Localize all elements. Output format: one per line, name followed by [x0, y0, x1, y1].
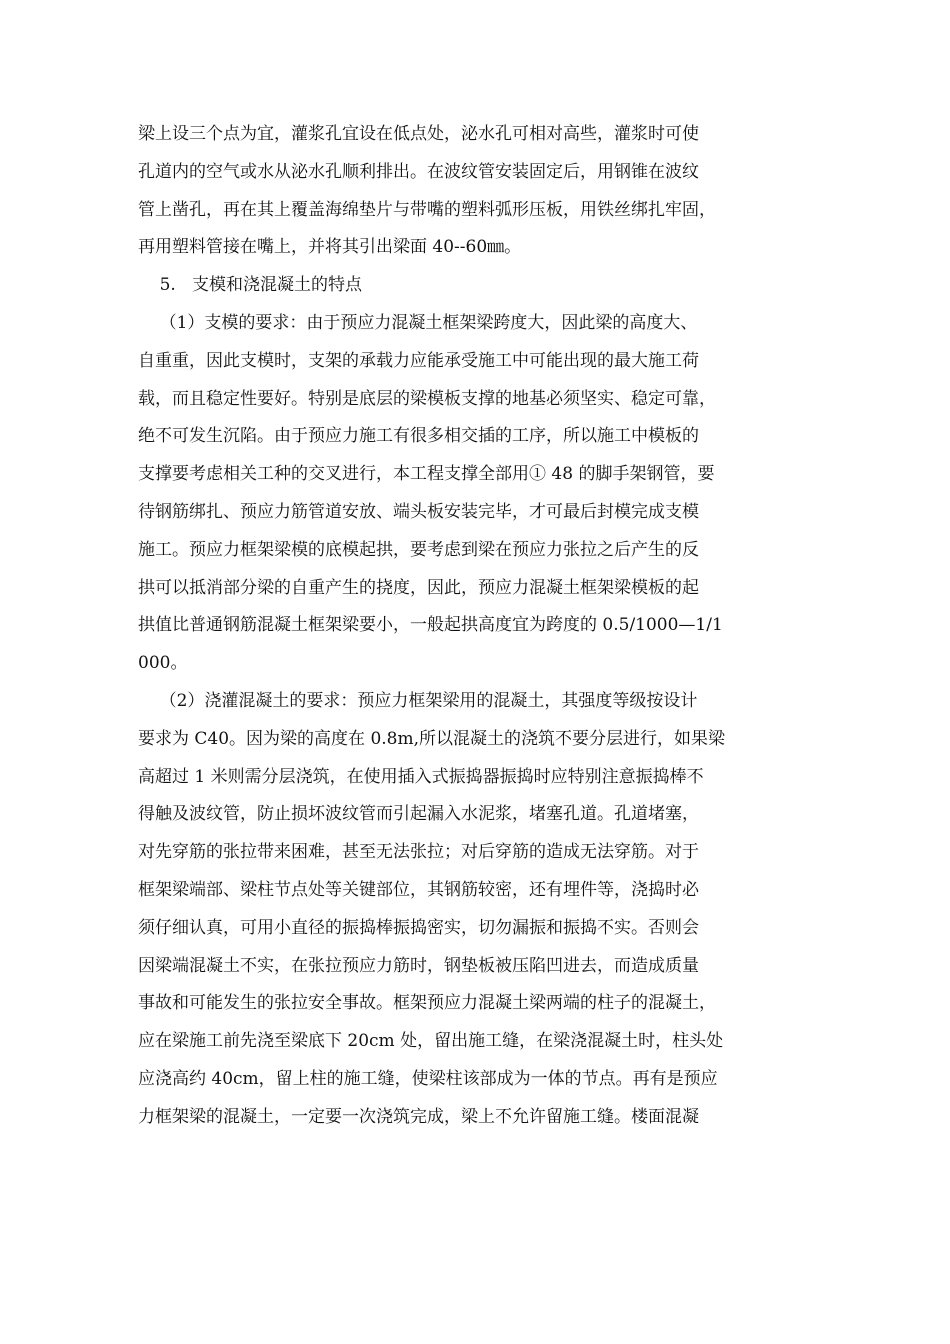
text-line: 孔道内的空气或水从泌水孔顺利排出。在波纹管安装固定后，用钢锥在波纹 — [138, 161, 699, 182]
text-line: 再用塑料管接在嘴上，并将其引出梁面 40--60㎜。 — [138, 237, 522, 258]
section-heading: 5. 支模和浇混凝土的特点 — [138, 275, 363, 296]
text-line: 得触及波纹管，防止损坏波纹管而引起漏入水泥浆，堵塞孔道。孔道堵塞， — [138, 804, 699, 825]
text-line: 支撑要考虑相关工种的交叉进行，本工程支撑全部用① 48 的脚手架钢管，要 — [138, 464, 715, 485]
text-line: 框架梁端部、梁柱节点处等关键部位，其钢筋较密，还有埋件等，浇捣时必 — [138, 879, 699, 900]
text-line: 须仔细认真，可用小直径的振捣棒振捣密实，切勿漏振和振捣不实。否则会 — [138, 917, 699, 938]
text-line: 待钢筋绑扎、预应力筋管道安放、端头板安装完毕，才可最后封模完成支模 — [138, 501, 699, 522]
text-line: 因梁端混凝土不实，在张拉预应力筋时，钢垫板被压陷凹进去，而造成质量 — [138, 955, 699, 976]
text-line: 高超过 1 米则需分层浇筑，在使用插入式振捣器振捣时应特别注意振捣棒不 — [138, 766, 704, 787]
text-line: 力框架梁的混凝土，一定要一次浇筑完成，梁上不允许留施工缝。楼面混凝 — [138, 1106, 699, 1127]
text-line: 对先穿筋的张拉带来困难，甚至无法张拉；对后穿筋的造成无法穿筋。对于 — [138, 842, 699, 863]
text-line: 要求为 C40。因为梁的高度在 0.8m,所以混凝土的浇筑不要分层进行，如果梁 — [138, 728, 726, 749]
text-line: 应浇高约 40cm，留上柱的施工缝，使梁柱该部成为一体的节点。再有是预应 — [138, 1068, 718, 1089]
text-line: 自重重，因此支模时，支架的承载力应能承受施工中可能出现的最大施工荷 — [138, 350, 699, 371]
text-line: 施工。预应力框架梁模的底模起拱，要考虑到梁在预应力张拉之后产生的反 — [138, 539, 699, 560]
text-line: 000。 — [138, 653, 188, 674]
text-line: 应在梁施工前先浇至梁底下 20cm 处，留出施工缝，在梁浇混凝土时，柱头处 — [138, 1031, 724, 1052]
text-line: （2）浇灌混凝土的要求：预应力框架梁用的混凝土，其强度等级按设计 — [138, 690, 698, 711]
text-line: 拱可以抵消部分梁的自重产生的挠度，因此，预应力混凝土框架梁模板的起 — [138, 577, 699, 598]
text-line: 管上凿孔，再在其上覆盖海绵垫片与带嘴的塑料弧形压板，用铁丝绑扎牢固， — [138, 199, 716, 220]
text-line: 载，而且稳定性要好。特别是底层的梁模板支撑的地基必须坚实、稳定可靠， — [138, 388, 716, 409]
text-line: 事故和可能发生的张拉安全事故。框架预应力混凝土梁两端的柱子的混凝土， — [138, 993, 716, 1014]
text-line: 拱值比普通钢筋混凝土框架梁要小，一般起拱高度宜为跨度的 0.5/1000—1/1 — [138, 615, 723, 636]
text-line: （1）支模的要求：由于预应力混凝土框架梁跨度大，因此梁的高度大、 — [138, 312, 698, 333]
document-body — [138, 116, 806, 1137]
text-line: 梁上设三个点为宜，灌浆孔宜设在低点处，泌水孔可相对高些，灌浆时可使 — [138, 124, 699, 144]
text-line: 绝不可发生沉陷。由于预应力施工有很多相交插的工序，所以施工中模板的 — [138, 426, 699, 447]
